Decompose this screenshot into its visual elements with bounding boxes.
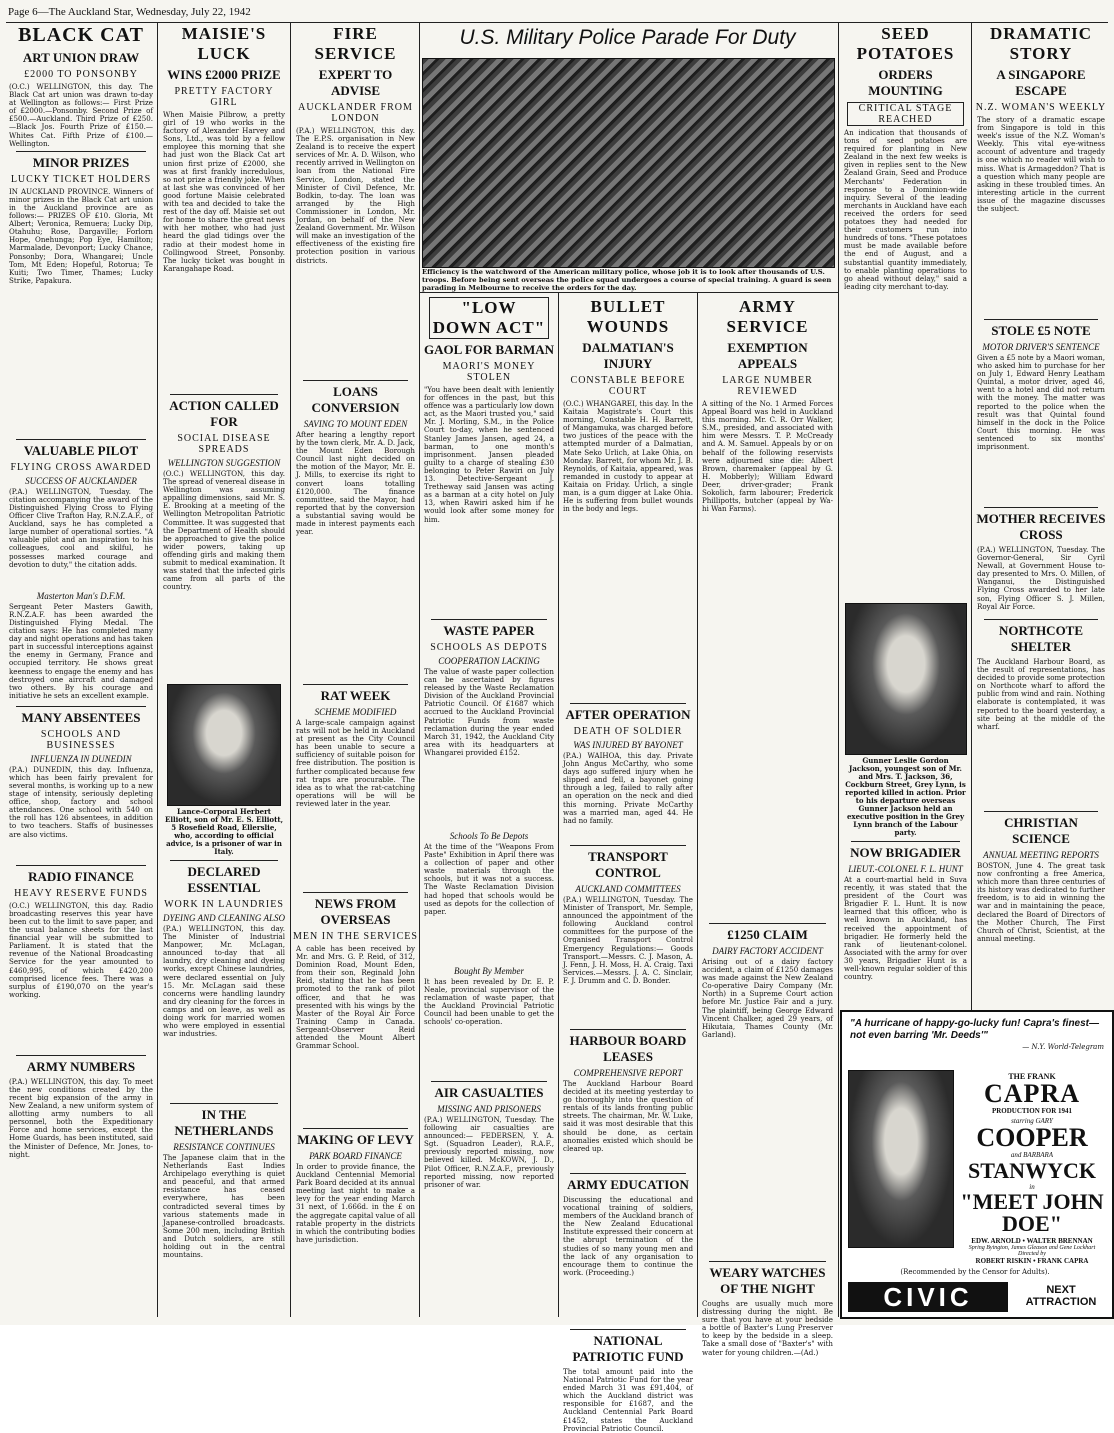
headline: TRANSPORT CONTROL <box>588 849 668 880</box>
subhead: HEAVY RESERVE FUNDS <box>14 887 148 899</box>
article-text: (O.C.) WELLINGTON, this day. Radio broadcasting reserves this year have been cut to the limit to save paper, and the usual balance sheets for the last financial year will be submitted to Parliament. It is stated that the revenue of the National Broadcasting Service for the year amounted to £460,995, of which £420,200 comprised licence fees. There was a surplus of £190,070 on the year's working. <box>9 900 153 999</box>
column-rule <box>838 22 839 1317</box>
ad-film-title: "MEET JOHN DOE" <box>960 1189 1104 1236</box>
article-text: Discussing the educational and vocational training of soldiers, members of the Auckland branch of the New Zealand Educational Institute expressed their concern at the abrupt termination of the studies of so many young men and the lack of any organisation to encourage them to continue the work. (Proceeding.) <box>563 1195 693 1277</box>
column-4 <box>421 295 557 1315</box>
divider <box>570 1029 686 1030</box>
article-text: (O.C.) WHANGAREI, this day. In the Kaitaia Magistrate's Court this morning, Constable H. H. Barrett, of Mangamuka, was charged before two justices of the peace with the attempted murder of a Dalmatian, Mate Seko Urlich, at Lake Ohia, on Monday. Barrett, for whom Mr. J. B. Reynolds, of Kaitaia, appeared, was remanded in custody to appear at Kaitaia on Friday. Urlich, a single man, is a gum digger at Lake Ohia. He is suffering from bullet wounds in the body and legs. <box>563 399 693 514</box>
headline: NEWS FROM OVERSEAS <box>314 896 397 927</box>
ad-cooper: COOPER <box>976 1123 1088 1152</box>
subhead: SUCCESS OF AUCKLANDER <box>25 475 137 486</box>
subhead: Masterton Man's D.F.M. <box>36 590 126 601</box>
portrait-photo <box>167 684 281 806</box>
article-text: (P.A.) WELLINGTON, this day. The Minister of Industrial Manpower, Mr. McLagan, announced to-day that all laundry, dry cleaning and dyeing works, except Chinese laundries, were declared essential on July 15. Mr. McLagan said these concerns were handling laundry and dry cleaning for the forces in camps and on leave, as well as doing work for married women who were employed in essential war industries. <box>163 924 285 1039</box>
article-text: It has been revealed by Dr. E. P. Neale, provincial supervisor of the reclamation of waste paper, that the Auckland Provincial Patriotic Council had been unable to get the schools' co-operation. <box>424 977 554 1027</box>
ad-capra: CAPRA <box>984 1079 1080 1108</box>
column-6 <box>699 295 836 1357</box>
portrait-photo <box>845 603 967 755</box>
divider <box>709 1261 826 1262</box>
ad-source: — N.Y. World-Telegram <box>1022 1043 1104 1051</box>
headline: AFTER OPERATION <box>565 707 691 722</box>
divider <box>303 892 408 893</box>
subhead: Schools To Be Depots <box>449 831 529 841</box>
article-text: "You have been dealt with leniently for offences in the past, but this offence was a particularly low down act, as the Maori trusted you," said Mr. J. Morling, S.M., in the Police Court to-day, when he sentenced Stanley James Jansen, aged 24, a barman, to one month's imprisonment. Jansen pleaded guilty to a charge of stealing £30 belonging to Peter Rawiri on July 13. Detective-Sergeant J. Tretheway said Jansen was acting as a barman at a city hotel on July 13, when Rawiri asked him if he would look after some money for him. <box>424 385 554 524</box>
subhead: SOCIAL DISEASE SPREADS <box>177 433 271 455</box>
headline: RAT WEEK <box>320 688 391 703</box>
article-text: A large-scale campaign against rats will not be held in Auckland at present as the City Council has been unable to secure a sufficiency of suitable poison for free distribution. The position is further complicated because few rat traps are procurable. The idea as to what the rat-catching operations will be will be reviewed later in the year. <box>296 718 415 808</box>
divider <box>170 1103 278 1104</box>
headline: VALUABLE PILOT <box>23 442 139 458</box>
photo-caption: Lance-Corporal Herbert Elliott, son of Mr. E. S. Elliott, 5 Rosefield Road, Ellerslie, who, according to official advice, is a prisoner of war in Italy. <box>164 807 284 856</box>
headline: £1250 CLAIM <box>727 927 808 942</box>
subhead: WINS £2000 PRIZE <box>167 67 281 82</box>
article-text: After hearing a lengthy report by the town clerk, Mr. A. D. Jack, the Mount Eden Borough Council last night decided on the motion of the Mayor, Mr. E. J. Mills, to exercise its right to convert loans totalling £120,000. The finance committee, said the Mayor, had reported that by the conversion a substantial saving would be made in interest payments each year. <box>296 430 415 537</box>
divider <box>16 439 146 440</box>
article-text: Given a £5 note by a Maori woman, who asked him to purchase for her on July 1, Edward Henry Leatham Quintal, a motor driver, aged 46, went to a hotel and did not return with the money. The matter was reported to the police when the result was that Quintal found himself in the dock in the Police Court this morning. He was sentenced to six months' imprisonment. <box>977 353 1105 452</box>
column-rule <box>157 22 158 1317</box>
divider <box>303 380 408 381</box>
subhead: £2000 TO PONSONBY <box>24 69 138 80</box>
headline: CHRISTIAN SCIENCE <box>1004 815 1078 846</box>
ad-line: Spring Byington, James Gleason and Gene Lockhart <box>968 1245 1096 1251</box>
ad-attraction-text: ATTRACTION <box>1025 1296 1097 1308</box>
headline-maisies-luck: MAISIE'S LUCK <box>181 24 267 63</box>
photo-caption: Gunner Leslie Gordon Jackson, youngest son of Mr. and Mrs. T. Jackson, 36, Cockburn Street, Grey Lynn, is reported killed in action. Prior to his departure overseas Gunner Jackson held an executive position in the Grey Lynn branch of the Labour party. <box>845 756 966 837</box>
stars-photo <box>848 1070 954 1248</box>
subhead: A SINGAPORE ESCAPE <box>996 67 1086 98</box>
divider <box>170 394 278 395</box>
ad-next-text: NEXT <box>1046 1284 1076 1296</box>
divider <box>984 507 1098 508</box>
subhead: LARGE NUMBER REVIEWED <box>722 375 813 397</box>
article-text: (P.A.) WELLINGTON, this day. To meet the new conditions created by the recent big expansion of the army in New Zealand, a new uniform system of allotting army numbers to all personnel, both the Expeditionary Force and home services, except the Home Guards, has been instituted, said the Minister of Defence, Mr. Jones, to-night. <box>9 1076 153 1159</box>
headline: NORTHCOTE SHELTER <box>998 623 1084 654</box>
headline: MOTHER RECEIVES CROSS <box>976 511 1106 542</box>
headline: WEARY WATCHES OF THE NIGHT <box>709 1265 826 1296</box>
divider <box>16 1055 146 1056</box>
article-text: The story of a dramatic escape from Singapore is told in this week's issue of the N.Z. Woman's Weekly. This vital eye-witness account of adventure and tragedy is one which no reader will wish to miss. What is Armageddon? That is a question which many people are asking in these troubled times. An interesting article in the current issue of the magazine discusses the subject. <box>977 115 1105 214</box>
divider <box>16 865 146 866</box>
subhead: Bought By Member <box>454 966 524 976</box>
ad-line: THE FRANK <box>1008 1072 1056 1081</box>
photo-caption: Efficiency is the watchword of the American military police, whose job it is to look after thousands of U.S. troops. Before being sent overseas the police squad undergoes a course of special training. A guard is seen parading in Melbourne to receive the orders for the day. <box>422 268 832 292</box>
headline: WASTE PAPER <box>443 623 535 638</box>
subhead: PARK BOARD FINANCE <box>309 1151 402 1161</box>
article-text: The total amount paid into the National Patriotic Fund for the year ended March 31 was £91,404, of which the Auckland district was responsible for £1687, and the Auckland Centennial Park Board £1452, states the Auckland Provincial Patriotic Council. <box>563 1367 693 1433</box>
subhead: CONSTABLE BEFORE COURT <box>570 375 686 397</box>
divider <box>570 1329 686 1330</box>
subhead: EXPERT TO ADVISE <box>318 67 393 98</box>
column-8 <box>974 22 1108 1007</box>
subhead: DAIRY FACTORY ACCIDENT <box>712 946 823 956</box>
headline-black-cat: BLACK CAT <box>18 24 144 46</box>
headline: NATIONAL PATRIOTIC FUND <box>572 1333 684 1364</box>
article-text: (P.A.) WAIHOA, this day. Private John Angus McCarthy, who some days ago suffered injury when he slipped and fell, a bayonet going through a leg, failed to rally after an operation on the neck and died this morning. Private McCarthy was a married man, aged 44. He had no family. <box>563 751 693 825</box>
divider <box>851 841 960 842</box>
subhead: WELLINGTON SUGGESTION <box>167 458 281 468</box>
divider <box>420 292 838 293</box>
column-1 <box>6 22 156 1317</box>
article-text: Arising out of a dairy factory accident, a claim of £1250 damages was made against the New Zealand Co-operative Dairy Company (Mr. North) in a Supreme Court action before Mr. Justice Fair and a jury. The plaintiff, being George Edward Vincent Chalker, aged 29 years, of Hikutaia, Thames County (Mr. Garland). <box>702 957 833 1039</box>
subhead: LUCKY TICKET HOLDERS <box>10 173 152 185</box>
column-5 <box>560 295 696 1433</box>
subhead: N.Z. WOMAN'S WEEKLY <box>975 102 1107 113</box>
article-text: (P.A.) WELLINGTON, this day. The E.P.S. organisation in New Zealand is to receive the expert services of Mr. A. D. Wilson, who recently arrived in Wellington on loan from the National Fire Service, London, stated the Minister of Civil Defence, Mr. Bodkin, to-day. The loan was arranged by the High Commissioner in London, Mr. Jordan, on behalf of the New Zealand Government. Mr. Wilson will make an investigation of the effectiveness of the existing fire protection position in various districts. <box>296 126 415 265</box>
article-text: (P.A.) WELLINGTON, Tuesday. The Governor-General, Sir Cyril Newall, at Government House to-day presented to Mrs. O. Millen, of Wanganui, the Distinguished Flying Cross awarded to her late son, Flying Officer S. J. Millen, Royal Air Force. <box>977 545 1105 611</box>
article-text: When Maisie Pilbrow, a pretty girl of 19 who works in the factory of Alexander Harvey and Sons, Ltd., was told by a fellow employee this morning that she had just won the Black Cat art union first prize of £2000, she was at first frankly incredulous, so not prize a friendly joke. When at last she was convinced of her good fortune Maisie celebrated with tea and decided to take the rest of the day off. Maisie set out for home to share the great news with her mother, who had just heard the glad tidings over the radio at their modest home in Collingwood Street, Ponsonby. The lucky ticket was bought in Karangahape Road. <box>163 110 285 273</box>
article-text: (O.C.) WELLINGTON, this day. The Black Cat art union was drawn to-day at Wellington as follows:— First Prize of £2000.—Ponsonby. Second Prize of £500.—Auckland. Third Prize of £250.—Black Jos. Fourth Prize of £150.—Whites Cat. Fifth Prize of £100.—Wellington. <box>9 82 153 148</box>
article-text: BOSTON, June 4. The great task now confronting a free America, which more than three centuries of its history was dedicated to further freedom, is to aid in winning the war and in maintaining the peace, declared the Board of Directors of the Mother Church, The First Church of Christ, Scientist, at the annual meeting. <box>977 861 1105 943</box>
headline: ARMY NUMBERS <box>26 1058 136 1074</box>
subhead: AUCKLAND COMMITTEES <box>575 884 681 894</box>
subhead: ORDERS MOUNTING <box>868 67 943 98</box>
divider <box>570 845 686 846</box>
subhead: MOTOR DRIVER'S SENTENCE <box>982 342 1100 352</box>
subhead: MAORI'S MONEY STOLEN <box>442 361 536 383</box>
ad-line: PRODUCTION FOR 1941 <box>991 1107 1073 1115</box>
subhead: SCHOOLS AND BUSINESSES <box>40 728 122 751</box>
subhead: COOPERATION LACKING <box>438 656 540 666</box>
headline: ACTION CALLED FOR <box>169 398 279 429</box>
headline-low-down-act: "LOW DOWN ACT" <box>429 297 549 339</box>
headline-seed-potatoes: SEED POTATOES <box>856 24 955 63</box>
headline: STOLE £5 NOTE <box>991 323 1091 338</box>
subhead: DEATH OF SOLDIER <box>573 726 683 737</box>
subhead: FLYING CROSS AWARDED <box>10 461 152 473</box>
headline: MINOR PRIZES <box>32 154 130 170</box>
ad-line: Directed by <box>1018 1251 1046 1257</box>
headline-army-service: ARMY SERVICE <box>726 297 809 336</box>
headline-dramatic-story: DRAMATIC STORY <box>989 24 1093 63</box>
divider <box>709 923 826 924</box>
article-text: At the time of the "Weapons From Paste" Exhibition in April there was a collection of paper and other waste materials through the schools, but it was not a success. The Waste Reclamation Division had hoped that schools would be used as depots for the collection of paper. <box>424 842 554 916</box>
headline: ARMY EDUCATION <box>567 1177 689 1192</box>
subhead: CRITICAL STAGE REACHED <box>847 102 964 126</box>
subhead: SAVING TO MOUNT EDEN <box>303 419 408 429</box>
ad-line: EDW. ARNOLD • WALTER BRENNAN <box>971 1237 1093 1245</box>
banner-title: U.S. Military Police Parade For Duty <box>459 26 796 49</box>
ad-line: and BARBARA <box>1010 1151 1054 1159</box>
subhead: WORK IN LAUNDRIES <box>164 899 284 910</box>
article-text: (O.C.) WELLINGTON, this day. The spread of venereal disease in Wellington was assuming appalling dimensions, said Mr. S. E. Brooking at a meeting of the Wellington Metropolitan Patriotic Committee. It was suggested that the Department of Health should be approached to give the police wider powers, taking up offending girls and making them submit to medical examination. It was stated that the infected girls came from all parts of the country. <box>163 469 285 592</box>
subhead: PRETTY FACTORY GIRL <box>174 86 274 108</box>
article-text: The Auckland Harbour Board, as the result of representations, has decided to provide some protection on Northcote wharf to afford the public from wind and rain. Nothing elaborate is contemplated, it was reported to the board yesterday, a site being at the middle of the wharf. <box>977 657 1105 731</box>
headline: DECLARED ESSENTIAL <box>187 864 261 895</box>
subhead: AUCKLANDER FROM LONDON <box>298 102 413 124</box>
headline-bullet-wounds: BULLET WOUNDS <box>586 297 670 336</box>
headline: RADIO FINANCE <box>28 868 134 884</box>
divider <box>984 811 1098 812</box>
subhead: SCHOOLS AS DEPOTS <box>430 642 548 653</box>
film-advertisement <box>840 1010 1114 1319</box>
subhead: MISSING AND PRISONERS <box>437 1104 541 1114</box>
ad-stanwyck: STANWYCK <box>968 1158 1096 1183</box>
column-7 <box>841 22 970 1007</box>
divider <box>984 319 1098 320</box>
subhead: EXEMPTION APPEALS <box>727 340 808 371</box>
divider <box>431 619 547 620</box>
civic-logo: CIVIC <box>848 1282 1008 1312</box>
subhead: MEN IN THE SERVICES <box>293 931 418 942</box>
masthead: Page 6—The Auckland Star, Wednesday, July 22, 1942 <box>8 6 251 18</box>
headline: AIR CASUALTIES <box>434 1085 544 1100</box>
article-text: At a court-martial held in Suva recently, it was stated that the president of the Court was Brigadier F. L. Hunt. It is now learned that this officer, who is well known in Auckland, has received the appointment of brigadier. He formerly held the rank of lieutenant-colonel. Associated with the army for over 30 years, Brigadier Hunt is a well-known regular soldier of this country. <box>844 875 967 982</box>
subhead: COMPREHENSIVE REPORT <box>573 1068 683 1078</box>
ad-quote: "A hurricane of happy-go-lucky fun! Capra's finest—not even barring 'Mr. Deeds'" <box>850 1018 1099 1041</box>
subhead: INFLUENZA IN DUNEDIN <box>30 753 132 764</box>
article-text: A cable has been received by Mr. and Mrs. G. P. Reid, of 312, Dominion Road, Mount Eden, from their son, Reginald John Reid, stating that he has been promoted to the rank of pilot officer, and that he was presented with his wings by the Master of the Royal Air Force Training Camp in Canada. Sergeant-Observer Reid attended the Mount Albert Grammar School. <box>296 944 415 1051</box>
article-text: Sergeant Peter Masters Gawith, R.N.Z.A.F. has been awarded the Distinguished Flying Medal. The citation says: He has completed many day and night operations and has taken part in successful interceptions against the enemy in Germany, France and occupied territory. He shows great keenness to engage the enemy and has destroyed one aircraft and damaged two others. By his courage and initiative he sets an excellent example. <box>9 601 153 700</box>
ad-line: in <box>1029 1183 1035 1191</box>
subhead: ANNUAL MEETING REPORTS <box>983 850 1099 860</box>
column-rule <box>558 292 559 1317</box>
ad-line: starring GARY <box>1011 1117 1053 1125</box>
headline: LOANS CONVERSION <box>311 384 400 415</box>
article-text: (P.A.) WELLINGTON, Tuesday. The following air casualties are announced:— FEDERSEN, Y. A. Sgt. (Squadron Leader), R.A.F., previously reported missing, now believed killed. McKOWN, J. D., Pilot Officer, R.N.Z.A.F., previously reported missing, now reported prisoner of war. <box>424 1115 554 1189</box>
divider <box>303 684 408 685</box>
headline: MANY ABSENTEES <box>21 709 141 725</box>
divider <box>431 1081 547 1082</box>
headline: HARBOUR BOARD LEASES <box>569 1033 687 1064</box>
article-text: (P.A.) WELLINGTON, Tuesday. The citation accompanying the award of the Distinguished Flying Cross to Flying Officer Clive Trafton Hay, R.N.Z.A.F., of Auckland, says he has completed a large number of operational sorties. "A valuable pilot and an inspiration to his colleagues, cool and skilful, he possesses marked courage and devotion to duty," the citation adds. <box>9 486 153 569</box>
article-text: IN AUCKLAND PROVINCE. Winners of minor prizes in the Black Cat art union in the Auckland province are as follows:— PRIZES OF £10. Gloria, Mt Albert; Veronica, Remuera; Lucky Dip, Otahuhu; Rose, Dargaville; Forlorn Hope, Onehunga; Pop Eye, Hamilton; Marmalade, Devonport; Lucky Chance, Ponsonby; Dora, Whangarei; Uncle Tom, Mt Eden; Hopeful, Rotorua; Te Kuiti; Two Timer, Thames; Lucky Strike, Papakura. <box>9 186 153 285</box>
headline: IN THE NETHERLANDS <box>174 1107 274 1138</box>
subhead: DYEING AND CLEANING ALSO <box>163 913 285 923</box>
ad-censor-note: (Recommended by the Censor for Adults). <box>900 1268 1050 1276</box>
headline: NOW BRIGADIER <box>850 845 961 860</box>
article-text: Coughs are usually much more distressing during the night. Be sure that you have at your bedside a bottle of Baxter's Lung Preserver to keep by the bedside in a sleep. Take a small dose of "Baxter's" with water for young children.—(Ad.) <box>702 1299 833 1357</box>
article-text: A sitting of the No. 1 Armed Forces Appeal Board was held in Auckland this morning. Mr. C. R. Orr Walker, S.M., presided, and associated with him were Messrs. T. P. McCready and A. M. Samuel. Appeals by or on behalf of the following reservists were adjourned sine die: Albert Brown, charemaker (appeal by G. H. Mobberly); William Edward Deer, driver-grader; Frank Sokolich, farm labourer; Frederick Phillipotts, butcher (appeal by Wa-hi Wan Farms). <box>702 399 833 514</box>
subhead: RESISTANCE CONTINUES <box>173 1142 275 1152</box>
article-text: In order to provide finance, the Auckland Centennial Memorial Park Board decided at its annual meeting last night to make a levy for the year ending March 31 next, of 1.666d. in the £ on the aggregate capital value of all ratable property in the districts in which the contributing bodies have jurisdiction. <box>296 1162 415 1244</box>
divider <box>570 703 686 704</box>
ad-billing <box>958 1072 1106 1265</box>
divider <box>170 860 278 861</box>
article-text: The value of waste paper collection can be ascertained by figures released by the Waste Reclamation Division of the Auckland Provincial Patriotic Council. Of £1687 which accrued to the Auckland Provincial Patriotic Funds from waste reclamation during the year ended March 31, 1942, the Auckland City area with its headquarters at Whangarei provided £152. <box>424 667 554 757</box>
divider <box>16 151 146 152</box>
military-police-photo <box>422 58 835 268</box>
photo-banner <box>420 22 835 56</box>
subhead: DALMATIAN'S INJURY <box>582 340 674 371</box>
ad-line: ROBERT RISKIN • FRANK CAPRA <box>975 1257 1089 1265</box>
headline: MAKING OF LEVY <box>297 1132 414 1147</box>
column-rule <box>697 292 698 1317</box>
subhead: LIEUT.-COLONEL F. L. HUNT <box>848 864 963 874</box>
subhead: WAS INJURED BY BAYONET <box>573 740 683 750</box>
subhead: GAOL FOR BARMAN <box>424 342 554 357</box>
column-2 <box>160 22 288 1317</box>
divider <box>16 706 146 707</box>
article-text: The Auckland Harbour Board decided at its meeting yesterday to go thoroughly into the question of rentals of its lands fronting public streets. The chairman, Mr. W. Luke, said it was most desirable that this should be done, as certain anomalies existed which should be cleared up. <box>563 1079 693 1153</box>
divider <box>984 619 1098 620</box>
article-text: (P.A.) DUNEDIN, this day. Influenza, which has been fairly prevalent for several months, is working up to a new stage of intensity, seriously depleting office, shop, factory and school attendances. One school with 540 on the roll has 126 absentees, in addition to two teachers. Staffs of businesses are also victims. <box>9 764 153 839</box>
article-text: (P.A.) WELLINGTON, Tuesday. The Minister of Transport, Mr. Semple, announced the appointment of the following Auckland control committees for the purpose of the Organised Transport Control Emergency Regulations:— Goods Transport.—Messrs. C. J. Mason, A. J. Fenn, J. H. Moss, H. A. Craig. Taxi Services.—Messrs. J. A. C. Sinclair, F. J. Drumm and C. D. Bonder. <box>563 895 693 985</box>
column-rule <box>419 22 420 1317</box>
column-rule <box>290 22 291 1317</box>
article-text: An indication that thousands of tons of seed potatoes are required for planting in New Zealand in the next few weeks is given in replies sent to the New Zealand Grain, Seed and Produce Merchants' Federation in response to a Dominion-wide inquiry. Several of the leading merchants in Auckland have each received the orders for seed potatoes they had needed for their customers run into hundreds of tons. "These potatoes must be made available before the end of August, and a substantial quantity immediately, to enable planting operations to go ahead without delay," said a leading city merchant to-day. <box>844 128 967 291</box>
column-3 <box>293 22 418 1317</box>
divider <box>303 1128 408 1129</box>
subhead: ART UNION DRAW <box>22 50 140 65</box>
subhead: SCHEME MODIFIED <box>314 707 397 717</box>
headline-fire-service: FIRE SERVICE <box>314 24 397 63</box>
ad-next <box>1018 1284 1104 1308</box>
divider <box>570 1173 686 1174</box>
article-text: The Japanese claim that in the Netherlands East Indies Archipelago everything is quiet and peaceful, and that armed resistance has ceased everywhere, has been contradicted several times by various statements made in Japanese-controlled broadcasts. Some 200 men, including British and Dutch soldiers, are still holding out in the central mountains. <box>163 1153 285 1260</box>
